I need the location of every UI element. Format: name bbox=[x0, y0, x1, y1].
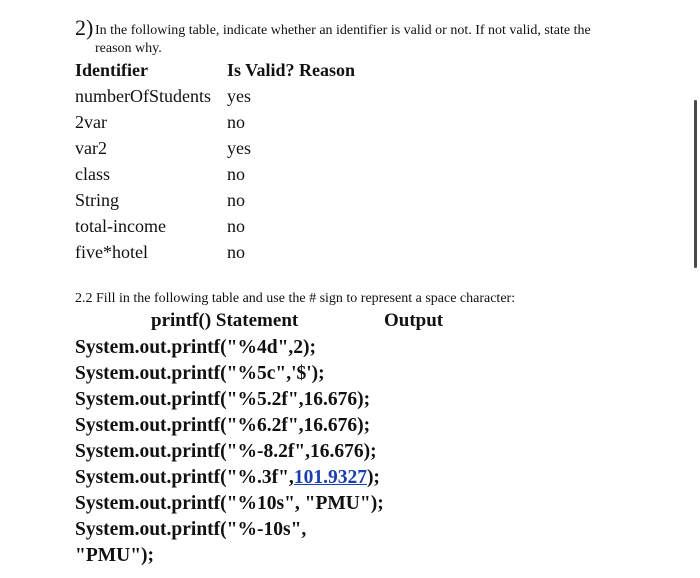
table-row-valid: no bbox=[227, 190, 245, 210]
vertical-scrollbar[interactable] bbox=[694, 100, 697, 268]
table-row-valid: no bbox=[227, 112, 245, 132]
printf-statement-suffix: ); bbox=[366, 467, 380, 488]
table-row-identifier: total-income bbox=[75, 216, 166, 236]
table-row-identifier: var2 bbox=[75, 138, 107, 158]
header-is-valid-reason: Is Valid? Reason bbox=[227, 60, 356, 80]
printf-statement: System.out.printf("%-8.2f",16.676); bbox=[75, 441, 377, 462]
table-row-identifier: five*hotel bbox=[75, 242, 148, 262]
printf-statement-continued: "PMU"); bbox=[75, 545, 155, 566]
table-row-identifier: numberOfStudents bbox=[75, 86, 211, 106]
table-row-valid: no bbox=[227, 164, 245, 184]
table-row-valid: no bbox=[227, 242, 245, 262]
header-printf-statement: printf() Statement bbox=[151, 310, 299, 331]
table-row-valid: yes bbox=[227, 138, 251, 158]
header-identifier: Identifier bbox=[75, 60, 148, 80]
table-row-identifier: class bbox=[75, 164, 110, 184]
printf-statement: System.out.printf("%5.2f",16.676); bbox=[75, 389, 371, 410]
printf-statement: System.out.printf("%5c",'$'); bbox=[75, 363, 325, 384]
printf-statement: System.out.printf("%-10s", bbox=[75, 519, 307, 540]
table-row-identifier: 2var bbox=[75, 112, 107, 132]
number-link[interactable]: 101.9327 bbox=[293, 467, 367, 488]
table-row-valid: yes bbox=[227, 86, 251, 106]
printf-statement: System.out.printf("%4d",2); bbox=[75, 337, 317, 358]
table-row-identifier: String bbox=[75, 190, 120, 210]
printf-statement bbox=[75, 466, 380, 490]
header-output: Output bbox=[384, 310, 444, 331]
question-text-continued: reason why. bbox=[95, 41, 162, 56]
section-2-2-instruction: 2.2 Fill in the following table and use the # sign to represent a space character: bbox=[75, 291, 516, 306]
printf-statement: System.out.printf("%6.2f",16.676); bbox=[75, 415, 371, 436]
table-row-valid: no bbox=[227, 216, 245, 236]
printf-statement-prefix: System.out.printf("%.3f", bbox=[75, 467, 294, 488]
printf-statement: System.out.printf("%10s", "PMU"); bbox=[75, 493, 384, 514]
question-text: In the following table, indicate whether an identifier is valid or not. If not valid, state the bbox=[95, 23, 591, 38]
question-number: 2) bbox=[75, 15, 94, 40]
